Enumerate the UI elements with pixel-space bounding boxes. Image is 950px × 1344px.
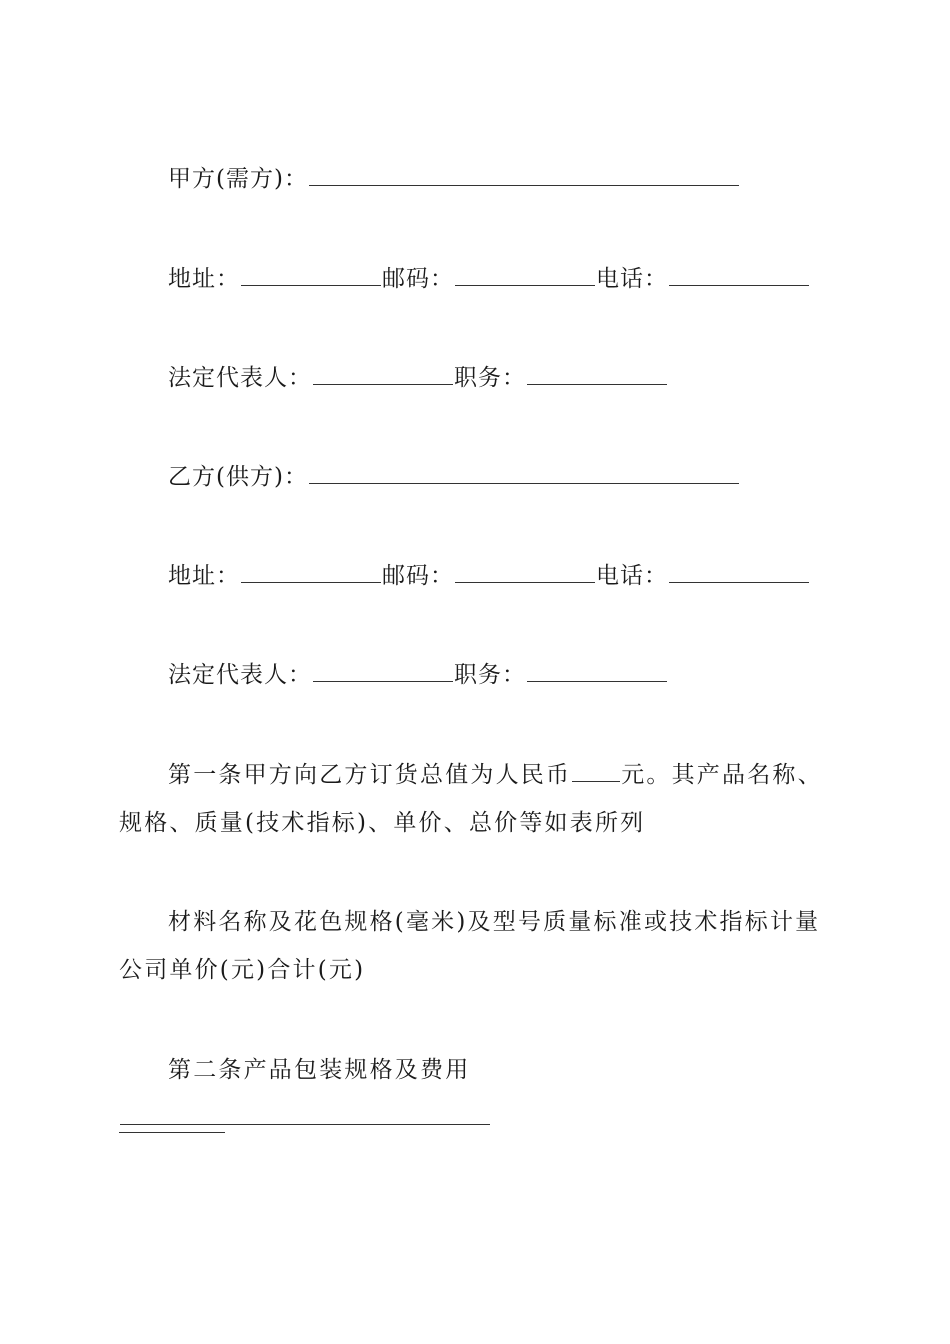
party-b-legal-rep-blank[interactable] <box>313 659 453 682</box>
party-b-address-label: 地址： <box>168 563 240 589</box>
party-a-phone-blank[interactable] <box>669 263 809 286</box>
party-b-rep-row <box>168 659 668 690</box>
party-a-name-row <box>168 163 740 194</box>
table-header-text: 材料名称及花色规格(毫米)及型号质量标准或技术指标计量公司单价(元)合计(元) <box>119 909 821 983</box>
party-a-rep-row <box>168 362 668 393</box>
party-b-legal-rep-label: 法定代表人： <box>168 662 312 688</box>
party-b-position-label: 职务： <box>454 662 526 688</box>
party-a-postcode-label: 邮码： <box>382 266 454 292</box>
party-b-name-label: 乙方(供方)： <box>168 464 308 490</box>
party-b-postcode-blank[interactable] <box>455 560 595 583</box>
party-b-contact-row <box>168 560 810 591</box>
article-1-text-before: 第一条甲方向乙方订货总值为人民币 <box>168 762 572 788</box>
party-a-address-blank[interactable] <box>241 263 381 286</box>
article-2-text: 第二条产品包装规格及费用 <box>168 1057 471 1083</box>
party-b-postcode-label: 邮码： <box>382 563 454 589</box>
party-b-phone-label: 电话： <box>596 563 668 589</box>
party-b-name-blank[interactable] <box>309 461 739 484</box>
party-a-name-blank[interactable] <box>309 163 739 186</box>
party-a-postcode-blank[interactable] <box>455 263 595 286</box>
article-1-text-after: 元。其产品名称、规格、质量(技术指标)、单价、总价等如表所列 <box>119 762 823 836</box>
table-header-paragraph <box>119 898 834 994</box>
party-a-legal-rep-label: 法定代表人： <box>168 365 312 391</box>
party-a-name-label: 甲方(需方)： <box>168 166 308 192</box>
party-a-phone-label: 电话： <box>596 266 668 292</box>
party-a-position-label: 职务： <box>454 365 526 391</box>
article-1-paragraph <box>119 751 834 847</box>
party-a-position-blank[interactable] <box>527 362 667 385</box>
party-b-address-blank[interactable] <box>241 560 381 583</box>
party-b-name-row <box>168 461 740 492</box>
article-2-packaging-blank-continued[interactable] <box>119 1112 225 1133</box>
party-a-contact-row <box>168 263 810 294</box>
party-a-address-label: 地址： <box>168 266 240 292</box>
party-b-phone-blank[interactable] <box>669 560 809 583</box>
party-b-position-blank[interactable] <box>527 659 667 682</box>
article-1-price-blank[interactable] <box>572 759 620 782</box>
party-a-legal-rep-blank[interactable] <box>313 362 453 385</box>
article-2-paragraph <box>119 1046 834 1142</box>
